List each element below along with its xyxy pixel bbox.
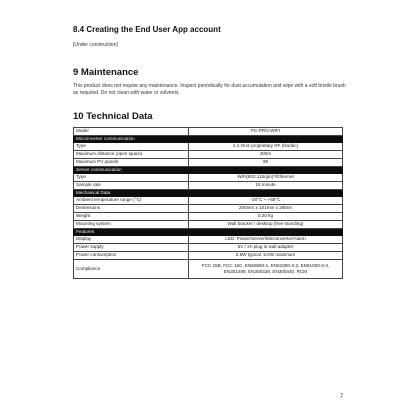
table-row: [74, 151, 343, 159]
row-value: 2.5W typical, 5.0W maximum: [189, 252, 343, 260]
row-label: Mounting system: [74, 221, 189, 229]
row-label: Display: [74, 236, 189, 244]
table-row: [74, 252, 343, 260]
section-header-label: Mechanical Data: [74, 190, 343, 197]
row-label: Ambient temperature range (°C): [74, 197, 189, 205]
table-section-header: [74, 229, 343, 236]
table-row: [74, 197, 343, 205]
row-label: Model: [74, 128, 189, 136]
row-value: Wall bracket / desktop (free standing): [189, 221, 343, 229]
under-construction-note: [Under construction]: [73, 42, 118, 48]
row-value: FCC 15B, FCC 15C, EN60950-1, EN61000-3-2, EN61000-3-3, EN301489, EN300328, EN300440, RCM: [189, 260, 343, 279]
table-section-header: [74, 136, 343, 143]
maintenance-paragraph: This product does not require any maintenance. Inspect periodically for dust accumulation and wipe with a soft bristle brush as required. Do not clean with water or solvents.: [73, 83, 346, 96]
row-value: 15 minute: [189, 182, 343, 190]
row-label: Maximum PV panels: [74, 159, 189, 167]
row-value: 2.4 GHz proprietary RF (Nordic): [189, 143, 343, 151]
row-label: Type: [74, 174, 189, 182]
row-value: 200mm x 101mm x 29mm: [189, 205, 343, 213]
table-row: [74, 244, 343, 252]
table-section-header: [74, 167, 343, 174]
technical-data-table: [73, 127, 343, 279]
page-number: 7: [340, 394, 344, 400]
row-value: 0.20 kg: [189, 213, 343, 221]
section-10-title: 10 Technical Data: [73, 111, 153, 122]
table-row: [74, 174, 343, 182]
section-9-title: 9 Maintenance: [73, 67, 139, 78]
row-label: Sample rate: [74, 182, 189, 190]
table-row: [74, 182, 343, 190]
section-header-label: Microinverter communication: [74, 136, 343, 143]
row-label: Power consumption: [74, 252, 189, 260]
section-header-label: Server communication: [74, 167, 343, 174]
row-label: Dimensions: [74, 205, 189, 213]
table-row: [74, 205, 343, 213]
row-value: WiFi(802.11b/g/n)*/Ethernet: [189, 174, 343, 182]
table-row: [74, 128, 343, 136]
row-value: PC-PRO-WIFI: [189, 128, 343, 136]
row-value: 99: [189, 159, 343, 167]
section-8-4-title: 8.4 Creating the End User App account: [73, 25, 221, 34]
row-label: Compliance: [74, 260, 189, 279]
table-row: [74, 143, 343, 151]
row-label: Type: [74, 143, 189, 151]
row-value: -20°C ~ +65°C: [189, 197, 343, 205]
table-row: [74, 236, 343, 244]
row-label: Power supply: [74, 244, 189, 252]
table-row: [74, 221, 343, 229]
table-row: [74, 213, 343, 221]
section-header-label: Features: [74, 229, 343, 236]
row-value: LED: Power/Server/Microinverter/Alarm: [189, 236, 343, 244]
table-row: [74, 159, 343, 167]
table-row: [74, 260, 343, 279]
row-value: 200m: [189, 151, 343, 159]
row-label: Maximum distance (open space): [74, 151, 189, 159]
row-value: 5V / 2A plug in wall adapter: [189, 244, 343, 252]
table-section-header: [74, 190, 343, 197]
row-label: Weight: [74, 213, 189, 221]
